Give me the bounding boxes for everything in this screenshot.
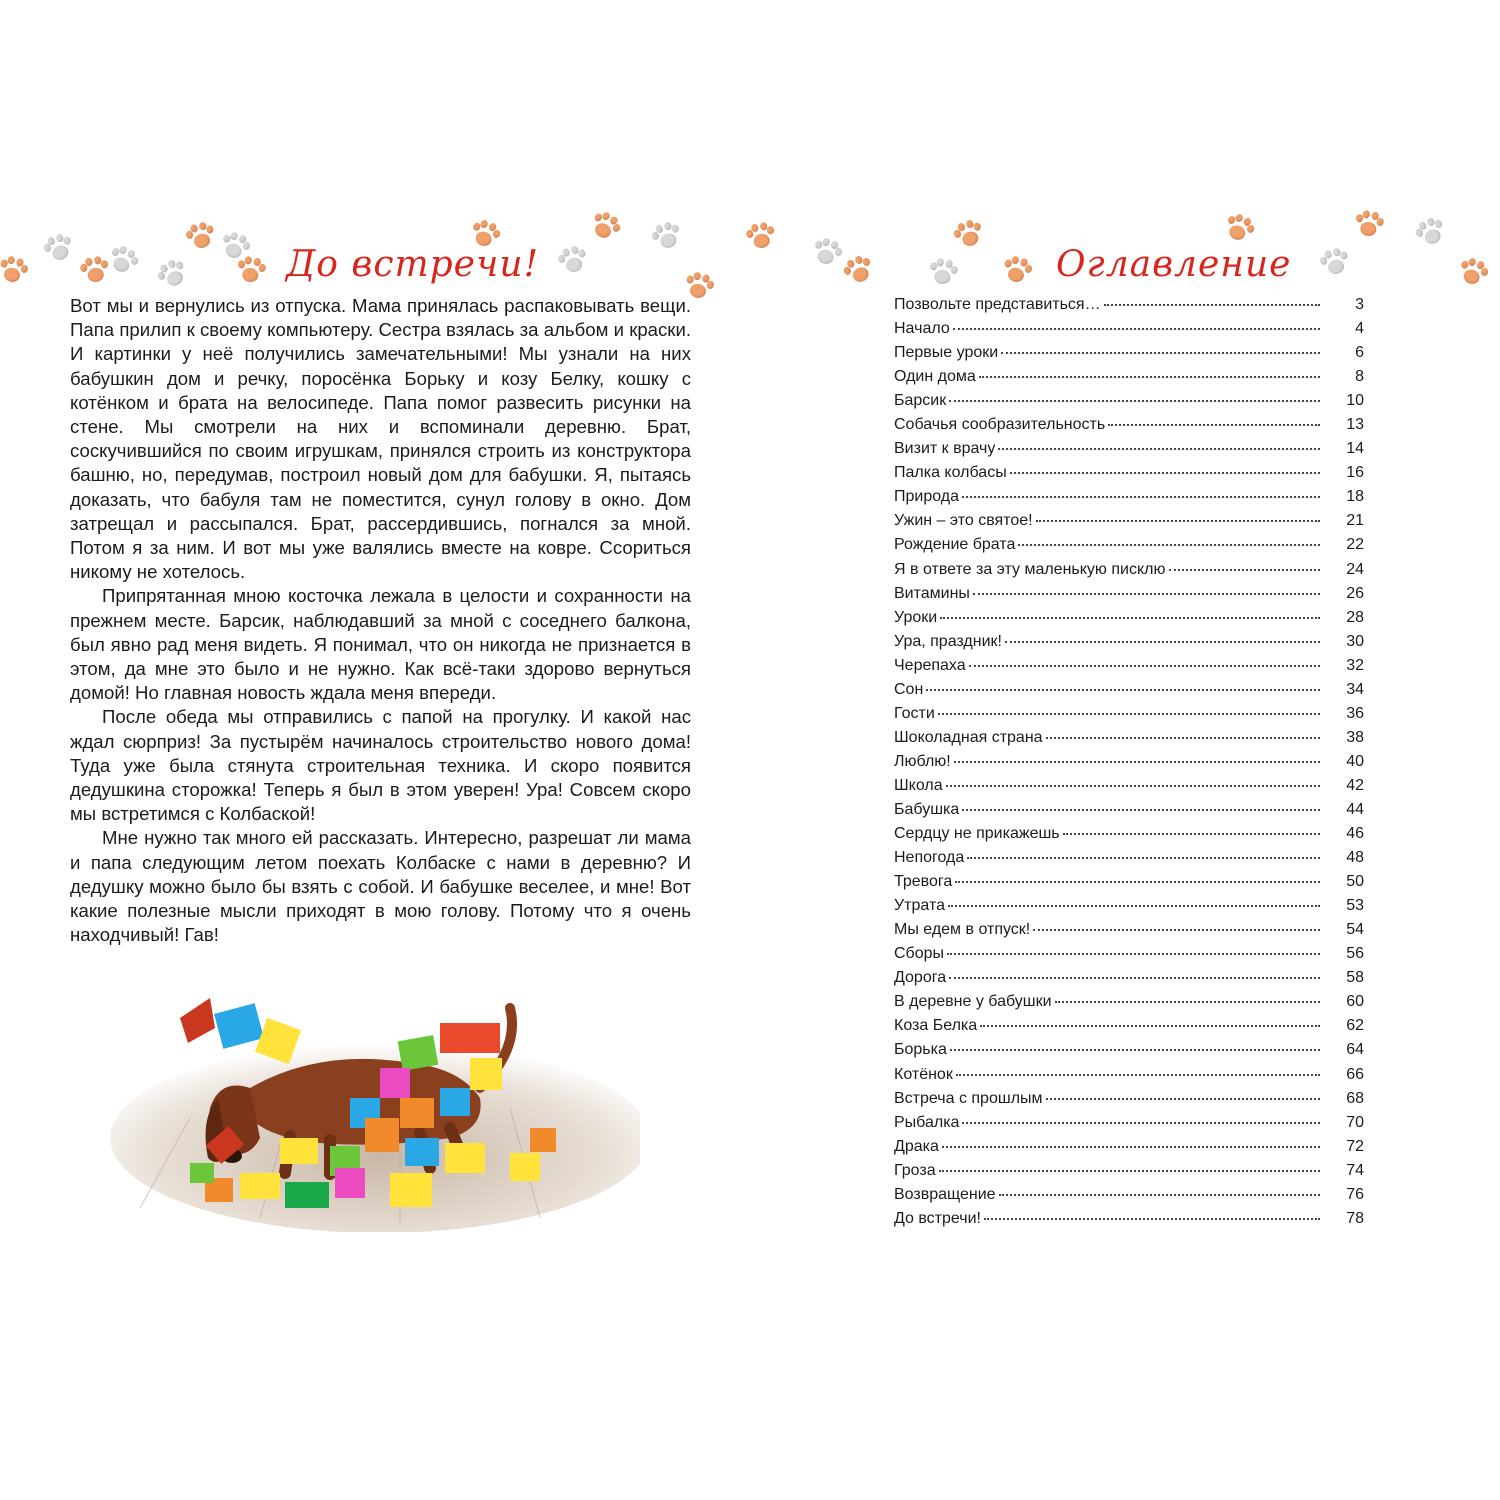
toc-entry[interactable] — [894, 729, 1364, 753]
toc-entry-title: Борька — [894, 1041, 947, 1059]
toc-entry-page-number: 32 — [1346, 656, 1364, 674]
story-paragraph: Припрятанная мною косточка лежала в целости и сохранности на прежнем месте. Барсик, наблюдавший за мной с соседнего балкона, был явно рад меня видеть. Я понимал, что он никогда не признается в этом, да мне это было и не нужно. Как всё-таки здорово вернуться домой! Но главная новость ждала меня впереди. — [70, 585, 691, 704]
story-text — [70, 294, 691, 947]
toc-entry-title: Черепаха — [894, 656, 966, 674]
toc-entry-page-number: 26 — [1346, 584, 1364, 602]
toc-entry-page-number: 74 — [1346, 1161, 1364, 1179]
toc-entry-title: Утрата — [894, 897, 945, 915]
toc-entry-title: Палка колбасы — [894, 464, 1007, 482]
toc-leader-dots — [1018, 543, 1320, 546]
toc-entry-title: Рождение брата — [894, 536, 1016, 554]
paw-print-icon — [999, 253, 1036, 290]
toc-entry[interactable] — [894, 1162, 1364, 1186]
toc-leader-dots — [942, 1145, 1320, 1148]
paw-print-icon — [183, 219, 220, 256]
paw-print-icon — [1411, 213, 1451, 253]
toc-entry-page-number: 70 — [1346, 1113, 1364, 1131]
toc-leader-dots — [938, 712, 1320, 715]
toc-entry-page-number: 62 — [1346, 1017, 1364, 1035]
toc-entry-page-number: 48 — [1346, 849, 1364, 867]
toc-entry[interactable] — [894, 320, 1364, 344]
toc-entry[interactable] — [894, 536, 1364, 560]
toc-entry[interactable] — [894, 633, 1364, 657]
toc-entry-title: Природа — [894, 488, 960, 506]
toc-entry-page-number: 66 — [1346, 1065, 1364, 1083]
toc-entry-page-number: 36 — [1346, 704, 1364, 722]
toc-entry-title: Визит к врачу — [894, 440, 996, 458]
toc-entry[interactable] — [894, 801, 1364, 825]
toc-leader-dots — [1104, 303, 1320, 306]
toc-entry[interactable] — [894, 993, 1364, 1017]
paw-print-icon — [926, 256, 961, 291]
toc-entry-page-number: 6 — [1355, 344, 1364, 362]
toc-entry[interactable] — [894, 1186, 1364, 1210]
toc-entry[interactable] — [894, 777, 1364, 801]
toc-leader-dots — [949, 976, 1320, 979]
toc-entry-page-number: 68 — [1346, 1089, 1364, 1107]
toc-entry[interactable] — [894, 440, 1364, 464]
toc-entry[interactable] — [894, 681, 1364, 705]
toc-entry-title: Школа — [894, 776, 943, 794]
paw-print-icon — [1219, 209, 1259, 249]
toc-leader-dots — [1046, 736, 1320, 739]
toc-entry-page-number: 22 — [1346, 536, 1364, 554]
toc-leader-dots — [1033, 928, 1320, 931]
toc-entry-title: Сборы — [894, 945, 945, 963]
toc-entry[interactable] — [894, 296, 1364, 320]
toc-entry[interactable] — [894, 512, 1364, 536]
toc-entry[interactable] — [894, 849, 1364, 873]
toc-leader-dots — [1036, 519, 1320, 522]
toc-leader-dots — [954, 760, 1320, 763]
toc-entry-page-number: 30 — [1346, 632, 1364, 650]
toc-entry-page-number: 64 — [1346, 1041, 1364, 1059]
toc-entry-page-number: 50 — [1346, 873, 1364, 891]
toc-entry[interactable] — [894, 1066, 1364, 1090]
toc-entry-title: До встречи! — [894, 1209, 981, 1227]
toc-entry-title: Собачья сообразительность — [894, 416, 1106, 434]
paw-print-icon — [555, 243, 592, 280]
toc-leader-dots — [955, 880, 1320, 883]
toc-entry-page-number: 53 — [1346, 897, 1364, 915]
toc-entry-page-number: 54 — [1346, 921, 1364, 939]
toc-entry-title: Шоколадная страна — [894, 728, 1043, 746]
story-paragraph: После обеда мы отправились с папой на прогулку. И какой нас ждал сюрприз! За пустырём начиналось строительство нового дома! Туда уже была стянута строительная техника. И скоро появится дедушкина сторожка! Теперь я был в этом уверен! Ура! Совсем скоро мы встретимся с Колбаской! — [70, 706, 691, 825]
toc-entry-page-number: 40 — [1346, 752, 1364, 770]
toc-entry[interactable] — [894, 897, 1364, 921]
toc-entry[interactable] — [894, 392, 1364, 416]
toc-entry[interactable] — [894, 585, 1364, 609]
toc-entry[interactable] — [894, 753, 1364, 777]
toc-entry-title: Дорога — [894, 969, 947, 987]
toc-entry-title: Ура, праздник! — [894, 632, 1002, 650]
toc-leader-dots — [939, 1169, 1320, 1172]
toc-leader-dots — [962, 808, 1320, 811]
toc-leader-dots — [953, 327, 1320, 330]
toc-leader-dots — [984, 1217, 1320, 1220]
toc-entry[interactable] — [894, 368, 1364, 392]
paw-print-icon — [1454, 254, 1492, 292]
toc-entry-title: Коза Белка — [894, 1017, 978, 1035]
toc-entry-page-number: 44 — [1346, 800, 1364, 818]
toc-entry[interactable] — [894, 1041, 1364, 1065]
toc-entry-page-number: 56 — [1346, 945, 1364, 963]
toc-entry-page-number: 58 — [1346, 969, 1364, 987]
toc-entry-page-number: 14 — [1346, 440, 1364, 458]
toc-entry-title: Первые уроки — [894, 344, 999, 362]
toc-entry-title: Витамины — [894, 584, 970, 602]
toc-leader-dots — [926, 688, 1320, 691]
toc-entry-title: Рыбалка — [894, 1113, 960, 1131]
toc-entry-title: Бабушка — [894, 800, 960, 818]
toc-leader-dots — [948, 904, 1320, 907]
toc-entry-title: Позвольте представиться… — [894, 296, 1101, 313]
toc-leader-dots — [946, 784, 1320, 787]
toc-entry-page-number: 38 — [1346, 728, 1364, 746]
toc-entry-page-number: 3 — [1355, 296, 1364, 313]
toc-entry-page-number: 4 — [1355, 320, 1364, 338]
toc-entry-page-number: 21 — [1346, 512, 1364, 530]
toc-leader-dots — [1108, 423, 1320, 426]
paw-print-icon — [744, 220, 779, 255]
paw-print-icon — [648, 218, 686, 256]
toc-entry-title: Котёнок — [894, 1065, 953, 1083]
paw-print-icon — [1317, 245, 1354, 282]
toc-entry-title: Мы едем в отпуск! — [894, 921, 1031, 939]
toc-entry[interactable] — [894, 825, 1364, 849]
toc-leader-dots — [1055, 1000, 1320, 1003]
paw-print-icon — [839, 251, 879, 291]
toc-entry[interactable] — [894, 488, 1364, 512]
toc-entry-page-number: 13 — [1346, 416, 1364, 434]
toc-entry[interactable] — [894, 921, 1364, 945]
toc-entry[interactable] — [894, 1114, 1364, 1138]
toc-leader-dots — [1010, 471, 1320, 474]
toc-leader-dots — [980, 1024, 1320, 1027]
toc-entry-page-number: 24 — [1346, 560, 1364, 578]
toc-entry-title: Ужин – это святое! — [894, 512, 1033, 530]
toc-entry-page-number: 16 — [1346, 464, 1364, 482]
toc-leader-dots — [947, 952, 1320, 955]
toc-entry[interactable] — [894, 657, 1364, 681]
toc-entry-page-number: 34 — [1346, 680, 1364, 698]
toc-entry[interactable] — [894, 416, 1364, 440]
paw-print-icon — [40, 230, 78, 268]
toc-entry[interactable] — [894, 344, 1364, 368]
toc-leader-dots — [949, 399, 1320, 402]
toc-entry-title: Я в ответе за эту маленькую писклю — [894, 560, 1166, 578]
toc-leader-dots — [962, 1121, 1320, 1124]
toc-entry[interactable] — [894, 1210, 1364, 1234]
toc-entry-title: Барсик — [894, 392, 947, 410]
toc-entry-page-number: 72 — [1346, 1137, 1364, 1155]
toc-entry-title: В деревне у бабушки — [894, 993, 1052, 1011]
toc-entry-title: Встреча с прошлым — [894, 1089, 1043, 1107]
toc-entry-page-number: 10 — [1346, 392, 1364, 410]
toc-entry-title: Уроки — [894, 608, 938, 626]
toc-entry[interactable] — [894, 561, 1364, 585]
toc-entry-title: Один дома — [894, 368, 976, 386]
toc-entry[interactable] — [894, 609, 1364, 633]
toc-leader-dots — [967, 856, 1320, 859]
toc-entry[interactable] — [894, 464, 1364, 488]
story-paragraph: Вот мы и вернулись из отпуска. Мама принялась распаковывать вещи. Папа прилип к своему компьютеру. Сестра взялась за альбом и краски. И картинки у неё получились замечательными! Мы узнали на них бабушкин дом и речку, поросёнка Борьку и козу Белку, кошку с котёнком и брата на велосипеде. Папа помог развесить рисунки на стене. Мы смотрели на них и вспоминали деревню. Брат, соскучившийся по своим игрушкам, принялся строить из конструктора башню, но, передумав, построил новый дом для бабушки. Я, пытаясь доказать, что бабуля там не поместится, сунул голову в окно. Дом затрещал и рассыпался. Брат, рассердившись, погнался за мной. Потом я за ним. И вот мы уже валялись вместе на ковре. Ссориться никому не хотелось. — [70, 295, 691, 583]
toc-entry[interactable] — [894, 969, 1364, 993]
paw-print-icon — [153, 255, 194, 296]
toc-leader-dots — [999, 1193, 1320, 1196]
toc-entry-page-number: 18 — [1346, 488, 1364, 506]
toc-leader-dots — [1063, 832, 1320, 835]
toc-leader-dots — [950, 1048, 1320, 1051]
toc-entry-title: Гости — [894, 704, 935, 722]
toc-leader-dots — [940, 616, 1320, 619]
toc-entry-page-number: 60 — [1346, 993, 1364, 1011]
toc-entry-title: Люблю! — [894, 752, 951, 770]
toc-leader-dots — [979, 375, 1320, 378]
toc-entry[interactable] — [894, 873, 1364, 897]
toc-entry-page-number: 78 — [1346, 1209, 1364, 1227]
paw-print-icon — [950, 216, 988, 254]
toc-entry[interactable] — [894, 705, 1364, 729]
toc-entry-page-number: 8 — [1355, 368, 1364, 386]
page-title: До встречи! — [286, 244, 540, 285]
toc-entry-page-number: 28 — [1346, 608, 1364, 626]
toc-entry-title: Непогода — [894, 849, 965, 867]
toc-entry-title: Сон — [894, 680, 924, 698]
toc-entry[interactable] — [894, 1138, 1364, 1162]
toc-title: Оглавление — [1056, 244, 1292, 285]
toc-entry[interactable] — [894, 1090, 1364, 1114]
story-paragraph: Мне нужно так много ей рассказать. Интересно, разрешат ли мама и папа следующим летом поехать Колбаске с нами в деревню? И дедушку можно было бы взять с собой. И бабушке веселее, и мне! Вот какие полезные мысли приходят в мою голову. Потому что я очень находчивый! Гав! — [70, 827, 691, 946]
toc-leader-dots — [969, 664, 1320, 667]
toc-entry-title: Возвращение — [894, 1185, 996, 1203]
toc-entry-title: Начало — [894, 320, 950, 338]
toc-entry-page-number: 46 — [1346, 825, 1364, 843]
toc-entry[interactable] — [894, 1017, 1364, 1041]
paw-print-icon — [0, 253, 31, 290]
toc-entry-title: Драка — [894, 1137, 939, 1155]
toc-leader-dots — [1046, 1097, 1320, 1100]
toc-entry-title: Сердцу не прикажешь — [894, 825, 1060, 843]
toc-entry-title: Гроза — [894, 1161, 936, 1179]
table-of-contents — [894, 296, 1364, 1234]
dog-with-blocks-illustration — [100, 968, 640, 1232]
toc-leader-dots — [1001, 351, 1320, 354]
toc-leader-dots — [998, 447, 1320, 450]
toc-leader-dots — [956, 1073, 1320, 1076]
toc-entry-page-number: 42 — [1346, 776, 1364, 794]
paw-print-icon — [585, 207, 626, 248]
toc-leader-dots — [1005, 640, 1320, 643]
paw-print-icon — [1352, 208, 1387, 243]
toc-leader-dots — [1169, 568, 1321, 571]
toc-leader-dots — [962, 495, 1320, 498]
toc-entry-page-number: 76 — [1346, 1185, 1364, 1203]
toc-entry-title: Тревога — [894, 873, 953, 891]
toc-leader-dots — [973, 592, 1320, 595]
toc-entry[interactable] — [894, 945, 1364, 969]
